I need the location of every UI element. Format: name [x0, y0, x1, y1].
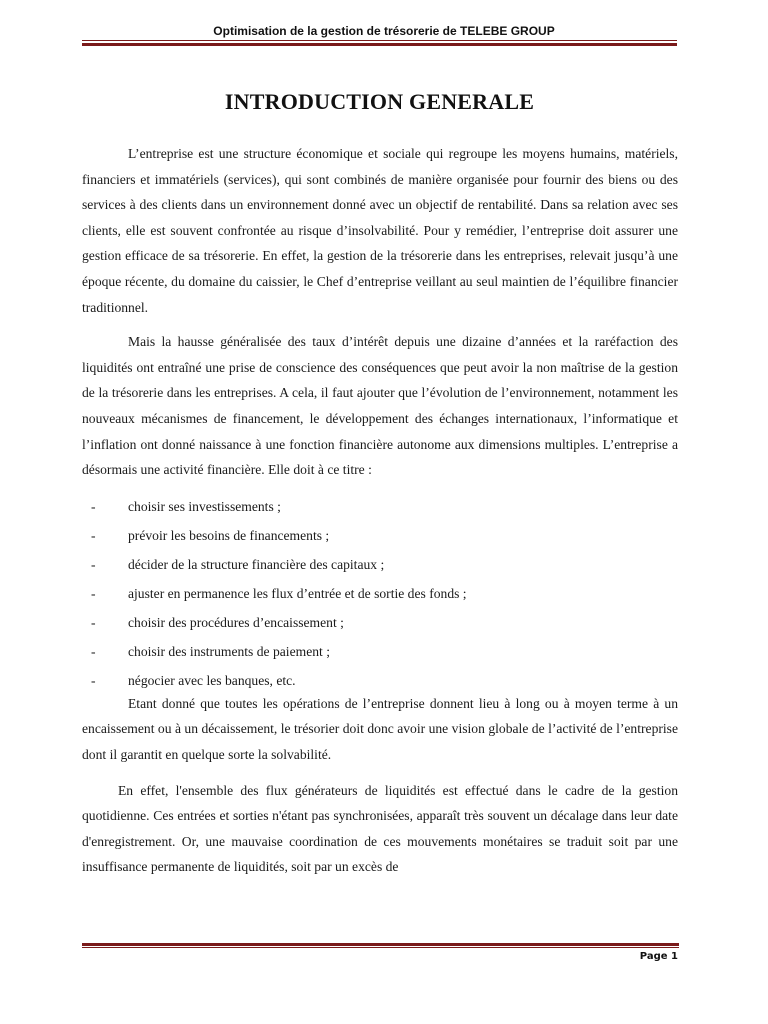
footer-rule-thick — [82, 943, 679, 946]
footer-rule-thin — [82, 947, 679, 948]
list-item-text: ajuster en permanence les flux d’entrée et de sortie des fonds ; — [128, 585, 467, 601]
bullet-dash: - — [91, 556, 96, 572]
list-item-text: choisir des instruments de paiement ; — [128, 643, 330, 659]
paragraph-1: L’entreprise est une structure économique et sociale qui regroupe les moyens humains, matériels, financiers et immatériels (services), qui sont combinés de manière organisée pour fournir des biens ou des services à des clients dans un environnement donné avec un objectif de rentabilité. Dans sa relation avec ses clients, elle est souvent confrontée au risque d’insolvabilité. Pour y remédier, l’entreprise doit assurer une gestion efficace de sa trésorerie. En effet, la gestion de la trésorerie dans les entreprises, relevait jusqu’à une époque récente, du domaine du caissier, le Chef d’entreprise veillant au seul maintien de l’équilibre financier traditionnel. — [82, 146, 678, 315]
list-item — [82, 608, 678, 637]
bullet-dash: - — [91, 585, 96, 601]
running-header: Optimisation de la gestion de trésorerie de TELEBE GROUP — [213, 24, 555, 38]
document-body — [82, 141, 678, 880]
list-item — [82, 637, 678, 666]
bullet-dash: - — [91, 498, 96, 514]
bullet-dash: - — [91, 614, 96, 630]
list-item — [82, 492, 678, 521]
list-item-text: négocier avec les banques, etc. — [128, 672, 296, 688]
header-rule-thin — [82, 40, 677, 41]
list-item-text: décider de la structure financière des capitaux ; — [128, 556, 385, 572]
list-item-text: choisir des procédures d’encaissement ; — [128, 614, 344, 630]
list-item — [82, 666, 678, 695]
list-item — [82, 550, 678, 579]
list-item-text: prévoir les besoins de financements ; — [128, 527, 330, 543]
bullet-dash: - — [91, 643, 96, 659]
header-rule-thick — [82, 43, 677, 46]
bullet-dash: - — [91, 672, 96, 688]
bullet-dash: - — [91, 527, 96, 543]
paragraph-2: Mais la hausse généralisée des taux d’intérêt depuis une dizaine d’années et la raréfaction des liquidités ont entraîné une prise de conscience des conséquences que peut avoir la non maîtrise de la gestion de la trésorerie dans les entreprises. A cela, il faut ajouter que l’évolution de l’environnement, notamment les nouveaux mécanismes de financement, le développement des échanges internationaux, l’informatique et l’inflation ont donné naissance à une fonction financière autonome aux dimensions multiples. L’entreprise a désormais une activité financière. Elle doit à ce titre : — [82, 334, 678, 478]
page-number: Page 1 — [639, 951, 678, 962]
bullet-list — [82, 492, 678, 695]
paragraph-4: En effet, l'ensemble des flux générateurs de liquidités est effectué dans le cadre de la gestion quotidienne. Ces entrées et sorties n'étant pas synchronisées, apparaît très souvent un décalage dans leur date d'enregistrement. Or, une mauvaise coordination de ces mouvements monétaires se traduit soit par une insuffisance permanente de liquidités, soit par un excès de — [82, 782, 678, 875]
list-item-text: choisir ses investissements ; — [128, 498, 281, 514]
list-item — [82, 521, 678, 550]
list-item — [82, 579, 678, 608]
page-title: INTRODUCTION GENERALE — [224, 89, 535, 114]
paragraph-3: Etant donné que toutes les opérations de l’entreprise donnent lieu à long ou à moyen terme à un encaissement ou à un décaissement, le trésorier doit donc avoir une vision globale de l’activité de l’entreprise dont il garantit en quelque sorte la solvabilité. — [82, 695, 678, 762]
